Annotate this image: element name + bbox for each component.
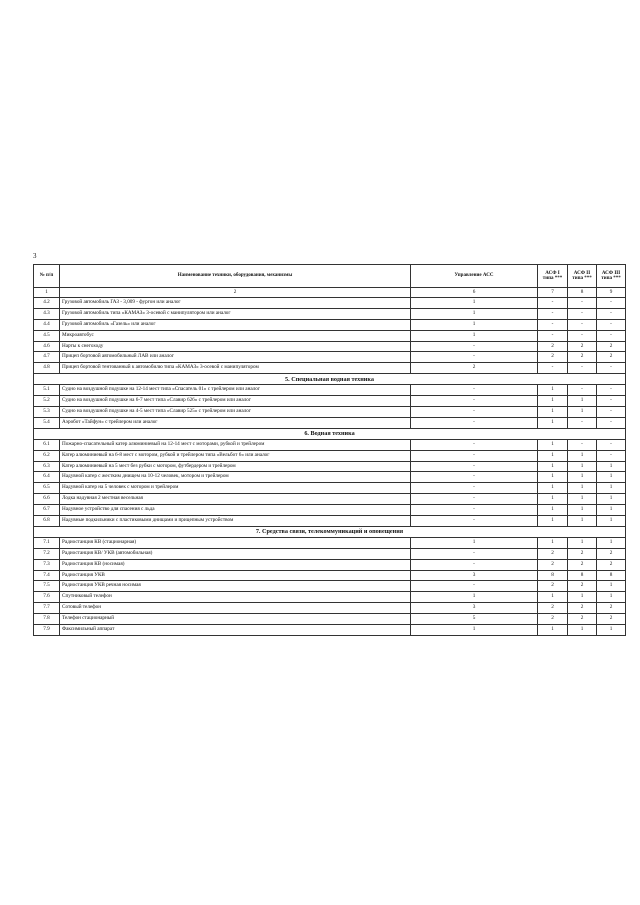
table-row <box>34 396 626 407</box>
row-number: 7.2 <box>34 548 60 559</box>
table-row <box>34 570 626 581</box>
row-name: Судно на воздушной подушке на 4-5 мест типа «Славир 525» с трейлером или аналог <box>60 407 411 418</box>
row-mgmt: 2 <box>411 363 538 374</box>
row-name: Радиостанция КВ (стационарная) <box>60 537 411 548</box>
row-name: Судно на воздушной подушке на 6-7 мест типа «Славир 626» с трейлером или аналог <box>60 396 411 407</box>
row-type1: - <box>538 308 568 319</box>
header-num: № п/п <box>34 265 60 288</box>
row-name: Прицеп бортовой тентованный к автомобилю типа «КАМАЗ» 3-осевой с манипулятором <box>60 363 411 374</box>
row-name: Судно на воздушной подушке на 12-14 мест типа «Спасатель 01» с трейлером или аналог <box>60 385 411 396</box>
row-type1: 1 <box>538 461 568 472</box>
row-number: 6.7 <box>34 505 60 516</box>
row-mgmt: 1 <box>411 625 538 636</box>
row-number: 4.6 <box>34 341 60 352</box>
row-mgmt: - <box>411 385 538 396</box>
row-type1: - <box>538 319 568 330</box>
row-name: Пожарно-спасательный катер алюминиевый на 12-14 мест с моторами, рубкой и трейлером <box>60 439 411 450</box>
row-type3: 1 <box>597 581 626 592</box>
row-number: 5.4 <box>34 417 60 428</box>
table-row <box>34 548 626 559</box>
row-type2: - <box>568 308 597 319</box>
row-name: Радиостанция КВ (носимая) <box>60 559 411 570</box>
row-type3: 2 <box>597 603 626 614</box>
row-type3: - <box>597 407 626 418</box>
row-type3: - <box>597 363 626 374</box>
row-number: 4.5 <box>34 330 60 341</box>
row-type1: 1 <box>538 483 568 494</box>
row-type1: 1 <box>538 439 568 450</box>
col-number: 7 <box>538 288 568 298</box>
table-row <box>34 505 626 516</box>
row-type1: 1 <box>538 625 568 636</box>
row-name: Лодка надувная 2 местная весельная <box>60 494 411 505</box>
row-type3: - <box>597 298 626 309</box>
row-type3: - <box>597 417 626 428</box>
row-number: 7.1 <box>34 537 60 548</box>
row-mgmt: - <box>411 461 538 472</box>
row-type3: 2 <box>597 614 626 625</box>
row-type3: 2 <box>597 341 626 352</box>
row-type1: 1 <box>538 407 568 418</box>
row-type3: - <box>597 385 626 396</box>
row-number: 7.3 <box>34 559 60 570</box>
row-type2: 2 <box>568 603 597 614</box>
header-mgmt: Управление АСС <box>411 265 538 288</box>
row-type3: 1 <box>597 592 626 603</box>
row-type3: 2 <box>597 559 626 570</box>
table-row <box>34 450 626 461</box>
row-name: Грузовой автомобиль типа «КАМАЗ» 3-осевой с манипулятором или аналог <box>60 308 411 319</box>
row-type1: 2 <box>538 614 568 625</box>
row-name: Грузовой автомобиль ГАЗ - 3,009 - фургон или аналог <box>60 298 411 309</box>
row-type2: - <box>568 363 597 374</box>
row-type2: 2 <box>568 559 597 570</box>
row-type3: - <box>597 450 626 461</box>
row-type1: 1 <box>538 450 568 461</box>
row-type2: 1 <box>568 537 597 548</box>
row-mgmt: - <box>411 548 538 559</box>
table-row <box>34 298 626 309</box>
row-type3: 1 <box>597 461 626 472</box>
row-number: 4.8 <box>34 363 60 374</box>
row-number: 6.1 <box>34 439 60 450</box>
row-type2: - <box>568 298 597 309</box>
section-title: 6. Водная техника <box>34 428 626 439</box>
row-name: Катер алюминиевый на 6-8 мест с мотором, рубкой и трейлером типа «Вельбот 6» или аналог <box>60 450 411 461</box>
row-type1: 1 <box>538 516 568 527</box>
row-type2: 1 <box>568 494 597 505</box>
row-type1: 2 <box>538 341 568 352</box>
row-mgmt: - <box>411 516 538 527</box>
row-type2: 2 <box>568 614 597 625</box>
row-type2: - <box>568 439 597 450</box>
row-type2: 1 <box>568 472 597 483</box>
row-number: 5.1 <box>34 385 60 396</box>
table-row <box>34 472 626 483</box>
row-type3: 1 <box>597 494 626 505</box>
row-type1: 1 <box>538 505 568 516</box>
col-number: 6 <box>411 288 538 298</box>
row-type3: 1 <box>597 625 626 636</box>
row-type1: 2 <box>538 352 568 363</box>
row-mgmt: - <box>411 483 538 494</box>
row-number: 6.6 <box>34 494 60 505</box>
row-name: Телефон стационарный <box>60 614 411 625</box>
row-number: 4.4 <box>34 319 60 330</box>
row-type2: 1 <box>568 450 597 461</box>
page-number: 3 <box>33 252 37 260</box>
row-name: Аэробот «Тайфун» с трейлером или аналог <box>60 417 411 428</box>
row-name: Прицеп бортовой автомобильный ЛАВ или аналог <box>60 352 411 363</box>
row-name: Радиостанция КВ/ УКВ (автомобильная) <box>60 548 411 559</box>
equipment-table <box>33 264 626 636</box>
group-vehicles <box>34 298 626 374</box>
row-type1: - <box>538 363 568 374</box>
table-row <box>34 352 626 363</box>
header-type2: АСФ II типа *** <box>568 265 597 288</box>
col-number: 9 <box>597 288 626 298</box>
row-number: 4.7 <box>34 352 60 363</box>
column-number-row <box>34 288 626 298</box>
row-mgmt: - <box>411 505 538 516</box>
row-type3: 1 <box>597 516 626 527</box>
table-row <box>34 603 626 614</box>
col-number: 8 <box>568 288 597 298</box>
table-row <box>34 363 626 374</box>
row-name: Надувной катер с жестким днищем на 10-12 человек, мотором и трейлером <box>60 472 411 483</box>
row-type2: 1 <box>568 483 597 494</box>
row-type2: - <box>568 417 597 428</box>
row-mgmt: 1 <box>411 298 538 309</box>
group-special-water <box>34 385 626 429</box>
row-type1: 1 <box>538 537 568 548</box>
row-mgmt: 3 <box>411 603 538 614</box>
col-number: 1 <box>34 288 60 298</box>
row-name: Грузовой автомобиль «Газель» или аналог <box>60 319 411 330</box>
row-type2: 8 <box>568 570 597 581</box>
section-7 <box>34 526 626 537</box>
row-type3: - <box>597 330 626 341</box>
row-type1: 2 <box>538 603 568 614</box>
row-type1: 1 <box>538 417 568 428</box>
row-mgmt: 3 <box>411 570 538 581</box>
header-name: Наименование техники, оборудования, механизмы <box>60 265 411 288</box>
row-mgmt: - <box>411 581 538 592</box>
row-mgmt: 5 <box>411 614 538 625</box>
row-type1: 8 <box>538 570 568 581</box>
row-type1: 2 <box>538 581 568 592</box>
row-name: Радиостанция УКВ <box>60 570 411 581</box>
row-type2: 1 <box>568 625 597 636</box>
row-number: 6.4 <box>34 472 60 483</box>
row-type2: 1 <box>568 505 597 516</box>
header-type3: АСФ III типа *** <box>597 265 626 288</box>
row-type1: 1 <box>538 385 568 396</box>
row-number: 7.4 <box>34 570 60 581</box>
row-mgmt: 1 <box>411 592 538 603</box>
row-type2: - <box>568 330 597 341</box>
row-number: 6.2 <box>34 450 60 461</box>
row-mgmt: - <box>411 341 538 352</box>
row-type2: - <box>568 319 597 330</box>
row-mgmt: - <box>411 352 538 363</box>
row-name: Катер алюминиевый на 5 мест без рубки с мотором, футбердером и трейлером <box>60 461 411 472</box>
table-row <box>34 341 626 352</box>
row-mgmt: - <box>411 417 538 428</box>
row-type1: - <box>538 298 568 309</box>
section-6 <box>34 428 626 439</box>
row-type2: 1 <box>568 407 597 418</box>
row-type1: - <box>538 330 568 341</box>
row-type3: - <box>597 319 626 330</box>
row-number: 6.8 <box>34 516 60 527</box>
row-name: Микроавтобус <box>60 330 411 341</box>
row-name: Спутниковый телефон <box>60 592 411 603</box>
section-title: 5. Специальная водная техника <box>34 374 626 385</box>
row-type1: 2 <box>538 559 568 570</box>
row-type3: 1 <box>597 505 626 516</box>
section-title: 7. Средства связи, телекоммуникаций и оповещения <box>34 526 626 537</box>
row-mgmt: - <box>411 472 538 483</box>
table-row <box>34 592 626 603</box>
row-mgmt: - <box>411 494 538 505</box>
row-name: Радиостанция УКВ речная носимая <box>60 581 411 592</box>
table-row <box>34 417 626 428</box>
table-row <box>34 483 626 494</box>
table-row <box>34 516 626 527</box>
row-mgmt: - <box>411 559 538 570</box>
table-row <box>34 614 626 625</box>
table-row <box>34 461 626 472</box>
row-type3: 1 <box>597 483 626 494</box>
col-number: 2 <box>60 288 411 298</box>
row-type3: 2 <box>597 548 626 559</box>
row-name: Надувное устройство для спасения с льда <box>60 505 411 516</box>
row-type1: 1 <box>538 472 568 483</box>
table-row <box>34 625 626 636</box>
row-number: 7.8 <box>34 614 60 625</box>
row-name: Надувной катер на 5 человек с мотором и трейлером <box>60 483 411 494</box>
row-number: 5.3 <box>34 407 60 418</box>
row-mgmt: - <box>411 396 538 407</box>
row-type2: 1 <box>568 461 597 472</box>
table-row <box>34 319 626 330</box>
row-type2: 2 <box>568 581 597 592</box>
row-number: 4.2 <box>34 298 60 309</box>
row-name: Факсимильный аппарат <box>60 625 411 636</box>
row-type1: 1 <box>538 396 568 407</box>
row-type3: 8 <box>597 570 626 581</box>
row-name: Сотовый телефон <box>60 603 411 614</box>
row-type2: - <box>568 385 597 396</box>
group-water <box>34 439 626 526</box>
row-mgmt: - <box>411 439 538 450</box>
row-name: Надувные подкильники с пластиковыми днищами и прицепным устройством <box>60 516 411 527</box>
row-type3: - <box>597 308 626 319</box>
row-type2: 2 <box>568 548 597 559</box>
table-row <box>34 330 626 341</box>
row-type3: - <box>597 439 626 450</box>
row-number: 5.2 <box>34 396 60 407</box>
table-row <box>34 581 626 592</box>
row-mgmt: - <box>411 407 538 418</box>
row-type1: 1 <box>538 592 568 603</box>
row-mgmt: - <box>411 450 538 461</box>
row-number: 7.9 <box>34 625 60 636</box>
row-type2: 1 <box>568 592 597 603</box>
row-number: 7.6 <box>34 592 60 603</box>
row-number: 7.5 <box>34 581 60 592</box>
row-type3: - <box>597 396 626 407</box>
section-5 <box>34 374 626 385</box>
row-number: 6.3 <box>34 461 60 472</box>
table-row <box>34 439 626 450</box>
row-mgmt: 1 <box>411 308 538 319</box>
row-type1: 1 <box>538 494 568 505</box>
row-type3: 2 <box>597 352 626 363</box>
header-type1: АСФ I типа *** <box>538 265 568 288</box>
row-type2: 1 <box>568 516 597 527</box>
row-type1: 2 <box>538 548 568 559</box>
table-header-row <box>34 265 626 288</box>
row-number: 6.5 <box>34 483 60 494</box>
table-row <box>34 385 626 396</box>
row-type3: 1 <box>597 537 626 548</box>
row-type2: 1 <box>568 396 597 407</box>
table-row <box>34 308 626 319</box>
row-mgmt: 1 <box>411 330 538 341</box>
group-communications <box>34 537 626 635</box>
table-row <box>34 537 626 548</box>
row-number: 4.3 <box>34 308 60 319</box>
row-type2: 2 <box>568 352 597 363</box>
row-number: 7.7 <box>34 603 60 614</box>
table-row <box>34 407 626 418</box>
row-type3: 1 <box>597 472 626 483</box>
row-mgmt: 1 <box>411 537 538 548</box>
table-row <box>34 494 626 505</box>
row-name: Нарты к снегоходу <box>60 341 411 352</box>
row-mgmt: 1 <box>411 319 538 330</box>
table-row <box>34 559 626 570</box>
row-type2: 2 <box>568 341 597 352</box>
